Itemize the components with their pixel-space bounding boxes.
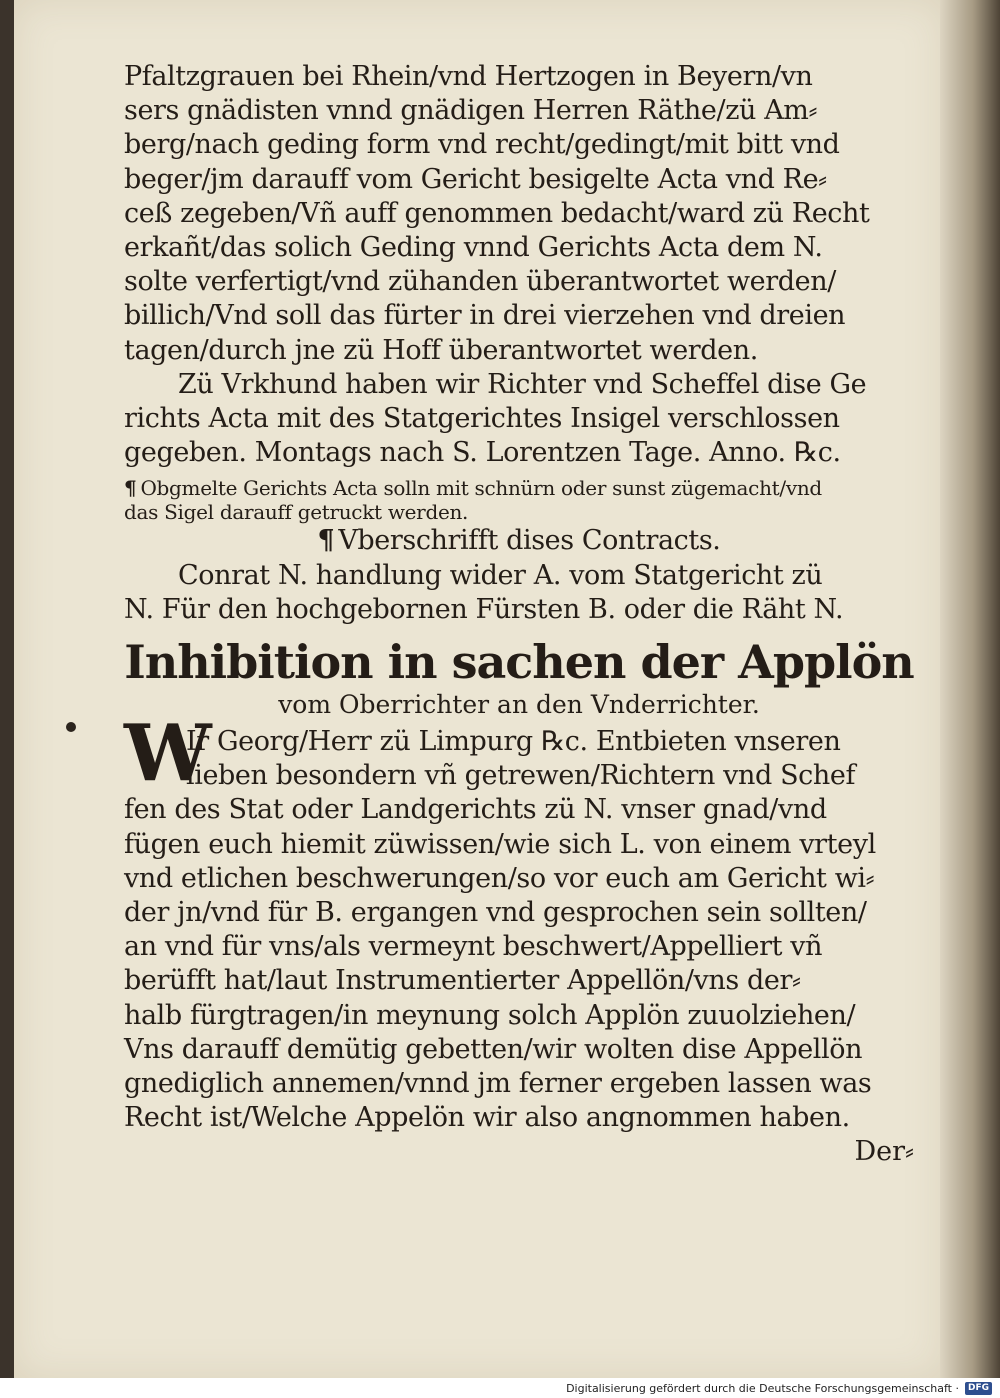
text-line: billich/Vnd soll das fürter in drei vierzehen vnd dreien <box>124 300 846 332</box>
book-edge-right <box>940 0 1000 1378</box>
pilcrow-icon: ¶ <box>317 525 335 557</box>
catchword: Der⸗ <box>854 1136 914 1168</box>
text-line: an vnd für vns/als vermeynt beschwert/Appelliert vñ <box>124 931 823 963</box>
text-line: gegeben. Montags nach S. Lorentzen Tage. Anno. ℞c. <box>124 437 841 469</box>
text-line: erkañt/das solich Geding vnnd Gerichts Acta dem N. <box>124 232 823 264</box>
note-block <box>124 476 914 524</box>
note-line: das Sigel darauff getruckt werden. <box>124 500 469 525</box>
paragraph-top <box>124 60 914 368</box>
paragraph-urkund <box>124 368 914 471</box>
section-heading: Inhibition in sachen der Applön <box>124 635 914 690</box>
text-line: Ir Georg/Herr zü Limpurg ℞c. Entbieten vnseren <box>186 726 841 758</box>
book-gutter-left <box>0 0 14 1378</box>
text-line: vnd etlichen beschwerungen/so vor euch am Gericht wi⸗ <box>124 862 875 894</box>
section-subheading: vom Oberrichter an den Vnderrichter. <box>278 690 760 720</box>
paragraph-conrat <box>124 559 914 627</box>
text-line: richts Acta mit des Statgerichtes Insigel verschlossen <box>124 403 840 435</box>
text-line: N. Für den hochgebornen Fürsten B. oder die Räht N. <box>124 593 844 625</box>
paragraph-inhibition <box>124 708 914 1135</box>
text-line: berüfft hat/laut Instrumentierter Appellön/vns der⸗ <box>124 965 801 997</box>
note-line: Obgmelte Gerichts Acta solln mit schnürn oder sunst zügemacht/vnd <box>140 476 822 501</box>
text-line: Recht ist/Welche Appelön wir also angnommen haben. <box>124 1102 850 1134</box>
text-line: fen des Stat oder Landgerichts zü N. vnser gnad/vnd <box>124 794 827 826</box>
text-line: tagen/durch jne zü Hoff überantwortet werden. <box>124 334 758 366</box>
footer-bar <box>0 1378 1000 1397</box>
book-page <box>14 0 944 1378</box>
page-text <box>124 60 914 1169</box>
text-line: beger/jm darauff vom Gericht besigelte Acta vnd Re⸗ <box>124 163 827 195</box>
footer-credit: Digitalisierung gefördert durch die Deutsche Forschungsgemeinschaft · <box>566 1381 959 1395</box>
text-line: Vns darauff demütig gebetten/wir wolten dise Appellön <box>124 1033 863 1065</box>
text-line: Pfaltzgrauen bei Rhein/vnd Hertzogen in Beyern/vn <box>124 61 813 92</box>
text-line: der jn/vnd für B. ergangen vnd gesprochen sein sollten/ <box>124 897 867 929</box>
text-line: Conrat N. handlung wider A. vom Statgericht zü <box>178 559 823 591</box>
text-line: sers gnädisten vnnd gnädigen Herren Räthe/zü Am⸗ <box>124 95 818 127</box>
pilcrow-icon: ¶ <box>124 476 137 501</box>
uberschrift-line <box>124 524 914 558</box>
text-line: fügen euch hiemit züwissen/wie sich L. von einem vrteyl <box>124 828 876 860</box>
uberschrift-text: Vberschrifft dises Contracts. <box>338 525 721 557</box>
text-line: solte verfertigt/vnd zühanden überantwortet werden/ <box>124 266 836 298</box>
dfg-logo: DFG <box>965 1382 992 1395</box>
text-line: Zü Vrkhund haben wir Richter vnd Scheffel dise Ge <box>178 368 867 400</box>
text-line: ceß zegeben/Vñ auff genommen bedacht/ward zü Recht <box>124 197 870 229</box>
text-line: lieben besondern vñ getrewen/Richtern vnd Schef <box>186 760 856 792</box>
text-line: gnediglich annemen/vnnd jm ferner ergeben lassen was <box>124 1068 872 1100</box>
margin-dot-icon <box>66 722 76 732</box>
text-line: halb fürgtragen/in meynung solch Applön zuuolziehen/ <box>124 999 856 1031</box>
text-line: berg/nach geding form vnd recht/gedingt/mit bitt vnd <box>124 129 840 161</box>
drop-cap: W <box>124 708 212 800</box>
